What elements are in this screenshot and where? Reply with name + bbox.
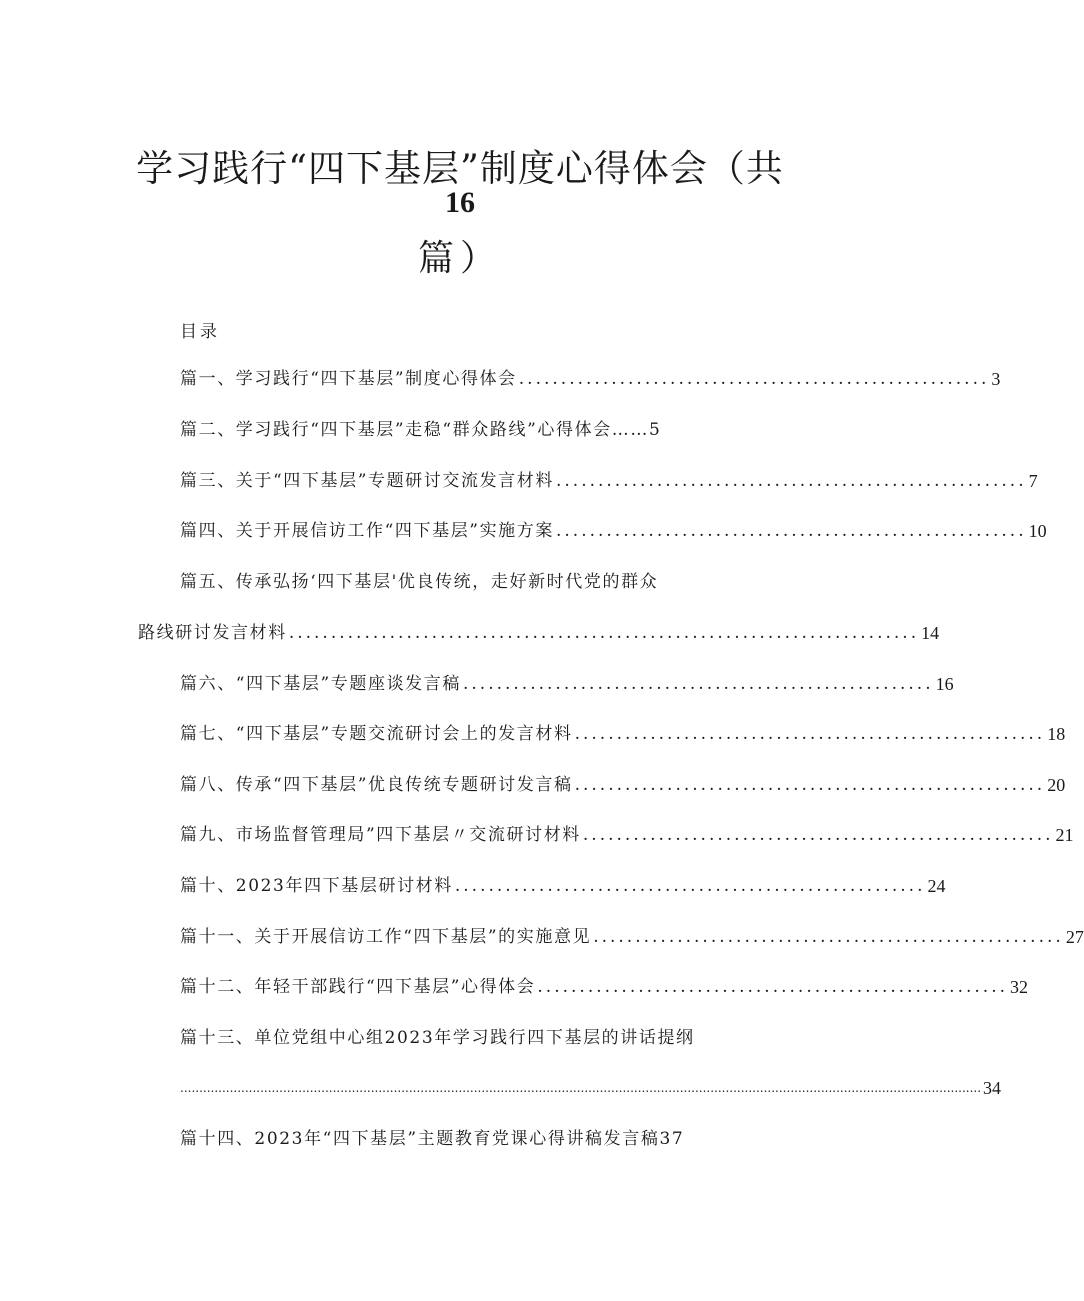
toc-leader: ........................................................: [454, 876, 926, 896]
toc-leader: ........................................................: [582, 825, 1054, 845]
toc-entry-9[interactable]: [180, 822, 1074, 848]
toc-entry-12[interactable]: [180, 974, 1029, 1000]
toc-page-number: 3: [991, 369, 1001, 389]
toc-entry-13[interactable]: 篇十三、单位党组中心组2023年学习践行四下基层的讲话提纲: [180, 1028, 695, 1048]
toc-entry-label: 篇三、关于“四下基层”专题研讨交流发言材料: [180, 471, 554, 491]
toc-leader: ........................................................: [593, 927, 1064, 947]
toc-entry-label: 篇九、市场监督管理局”四下基层〃交流研讨材料: [180, 825, 581, 845]
toc-entry-label: 篇十二、年轻干部践行“四下基层”心得体会: [180, 977, 536, 997]
toc-entry-label: 路线研讨发言材料: [138, 623, 287, 643]
document-title-line-1: 学习践行“四下基层”制度心得体会（共: [136, 147, 784, 190]
toc-page-number: 21: [1055, 825, 1074, 845]
toc-entry-label: 篇一、学习践行“四下基层”制度心得体会: [180, 369, 517, 389]
toc-entry-1[interactable]: [180, 366, 1001, 392]
toc-leader: ........................................................: [555, 521, 1027, 541]
toc-entry-4[interactable]: [180, 518, 1047, 544]
toc-leader: ........................................................: [537, 977, 1009, 997]
toc-entry-6[interactable]: [180, 671, 954, 697]
document-title-line-3: 篇）: [417, 238, 502, 279]
toc-page-number: 27: [1065, 927, 1084, 947]
toc-heading: 目录: [180, 322, 220, 342]
toc-page-number: 16: [935, 674, 954, 694]
toc-page-number: 37: [659, 1129, 685, 1149]
toc-leader: ........................................................: [462, 674, 934, 694]
toc-entry-14[interactable]: [180, 1126, 684, 1152]
toc-entry-label: 篇十一、关于开展信访工作“四下基层”的实施意见: [180, 927, 592, 947]
toc-entry-10[interactable]: [180, 873, 946, 899]
toc-page-number: 10: [1028, 521, 1047, 541]
toc-entry-13-continuation[interactable]: [180, 1075, 1002, 1101]
toc-entry-7[interactable]: [180, 721, 1066, 747]
toc-page-number: 24: [927, 876, 946, 896]
toc-leader: ........................................................: [574, 724, 1046, 744]
toc-entry-label: 篇十四、2023年“四下基层”主题教育党课心得讲稿发言稿: [180, 1129, 660, 1149]
toc-leader: ........................................................: [555, 471, 1027, 491]
toc-entry-label: 篇八、传承“四下基层”优良传统专题研讨发言稿: [180, 775, 573, 795]
toc-entry-11[interactable]: [180, 924, 1084, 950]
toc-leader: ...........................................................................: [288, 623, 920, 643]
toc-entry-3[interactable]: [180, 468, 1038, 494]
toc-entry-8[interactable]: [180, 772, 1066, 798]
toc-leader: ........................................................: [574, 775, 1046, 795]
toc-page-number: 34: [983, 1078, 1002, 1098]
toc-entry-5-continuation[interactable]: [138, 620, 940, 646]
document-title-line-2: 16: [445, 186, 475, 219]
toc-entry-5[interactable]: 篇五、传承弘扬‘四下基层'优良传统，走好新时代党的群众: [180, 572, 659, 592]
toc-entry-label: 篇七、“四下基层”专题交流研讨会上的发言材料: [180, 724, 573, 744]
toc-entry-label: 篇四、关于开展信访工作“四下基层”实施方案: [180, 521, 554, 541]
toc-page-number: 7: [1028, 471, 1038, 491]
toc-leader: ..................................................................................................................................................................................................................: [180, 1081, 982, 1095]
toc-entry-2[interactable]: [180, 417, 772, 443]
toc-entry-label: 篇六、“四下基层”专题座谈发言稿: [180, 674, 461, 694]
toc-page-number: 20: [1047, 775, 1066, 795]
toc-entry-label: 篇十、2023年四下基层研讨材料: [180, 876, 453, 896]
toc-entry-label: 篇二、学习践行“四下基层”走稳“群众路线”心得体会……5: [180, 420, 662, 440]
toc-leader: ........................................................: [518, 369, 990, 389]
toc-page-number: 32: [1010, 977, 1029, 997]
toc-page-number: 18: [1047, 724, 1066, 744]
toc-page-number: 14: [921, 623, 940, 643]
